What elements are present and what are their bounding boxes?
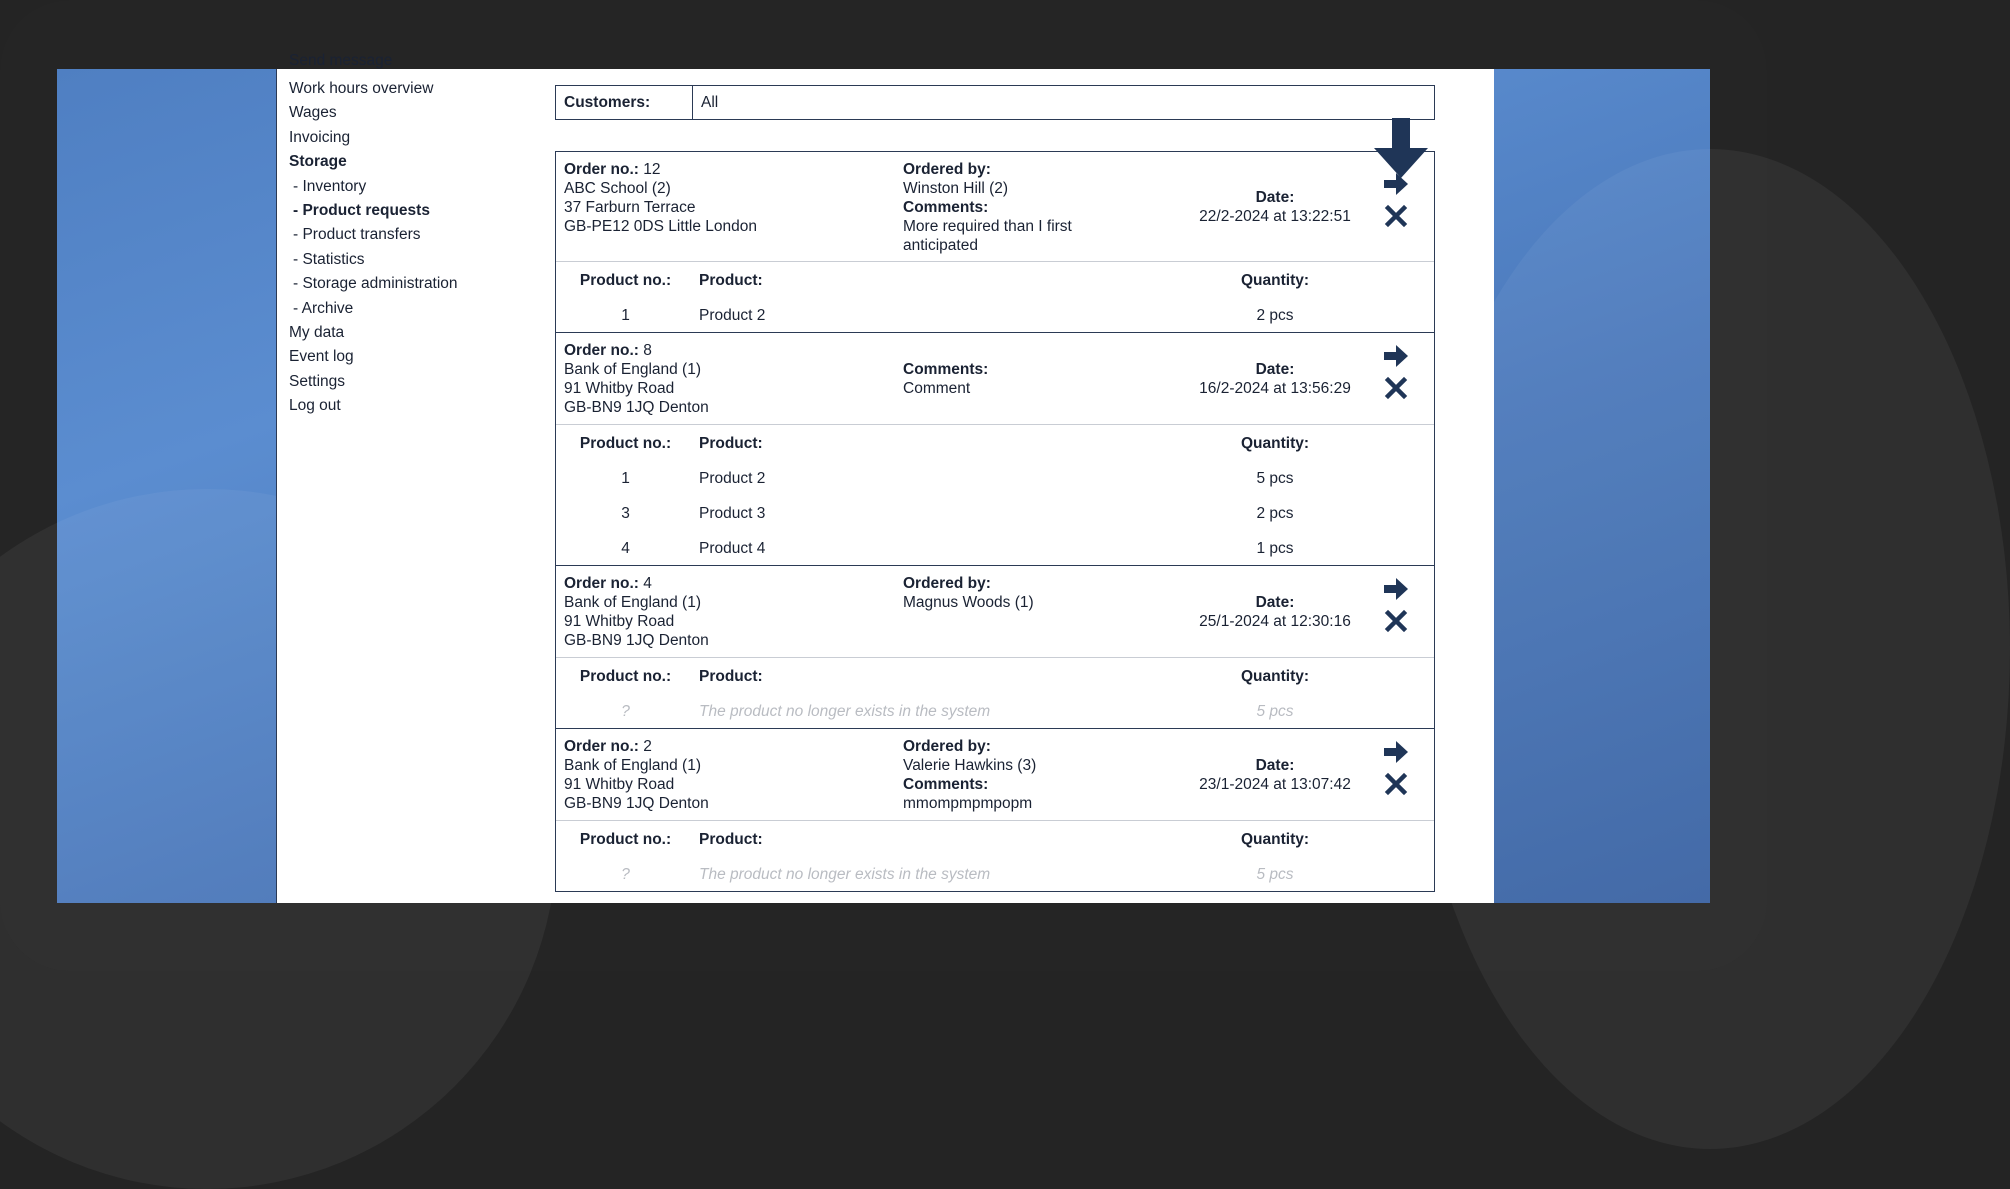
sidebar-item[interactable]: - Storage administration	[293, 275, 458, 293]
order-no-label: Order no.:	[564, 575, 639, 592]
order-no-label: Order no.:	[564, 342, 639, 359]
customer-city: GB-BN9 1JQ Denton	[564, 632, 709, 649]
quantity-header: Quantity:	[1240, 668, 1310, 685]
product-name: Product 2	[699, 307, 766, 324]
order-items	[556, 658, 1434, 728]
order-details	[903, 574, 1113, 612]
order-no-value: 2	[643, 738, 652, 755]
product-no-header: Product no.:	[579, 668, 672, 685]
order-customer	[564, 341, 709, 417]
table-row	[556, 693, 1434, 728]
table-row	[556, 495, 1434, 530]
customer-name: ABC School (2)	[564, 180, 671, 197]
product-no-header: Product no.:	[579, 272, 672, 289]
sidebar-nav	[289, 52, 458, 419]
sidebar-item[interactable]: - Inventory	[293, 177, 367, 195]
order-no-label: Order no.:	[564, 161, 639, 178]
sidebar-item[interactable]: - Product requests	[293, 202, 430, 220]
sidebar-item[interactable]: My data	[289, 324, 345, 342]
date-label: Date:	[1255, 189, 1295, 206]
customer-filter[interactable]	[555, 85, 1435, 120]
items-header	[556, 262, 1434, 297]
customer-city: GB-BN9 1JQ Denton	[564, 399, 709, 416]
sidebar-item[interactable]: Invoicing	[289, 128, 351, 146]
sidebar-item[interactable]: Wages	[289, 104, 337, 122]
product-name: Product 3	[699, 505, 766, 522]
product-name: Product 2	[699, 470, 766, 487]
order-no-value: 4	[643, 575, 652, 592]
sidebar-item[interactable]: - Product transfers	[293, 226, 421, 244]
order-customer	[564, 737, 709, 813]
product-quantity: 5 pcs	[1256, 470, 1294, 487]
order-date	[1190, 756, 1360, 794]
order-date	[1190, 593, 1360, 631]
order-card	[556, 152, 1434, 333]
comments-label: Comments:	[903, 199, 989, 216]
order-header	[556, 333, 1434, 425]
product-no-header: Product no.:	[579, 435, 672, 452]
orders-list	[555, 151, 1435, 892]
sidebar	[276, 52, 500, 903]
customer-street: 37 Farburn Terrace	[564, 199, 696, 216]
sidebar-item[interactable]: Send message	[289, 52, 393, 69]
items-header	[556, 821, 1434, 856]
order-items	[556, 425, 1434, 565]
sidebar-item[interactable]: Event log	[289, 348, 354, 366]
order-card	[556, 566, 1434, 729]
ordered-by-value: Magnus Woods (1)	[903, 594, 1034, 611]
ordered-by-label: Ordered by:	[903, 575, 991, 592]
product-name: The product no longer exists in the system	[699, 866, 991, 883]
product-name: The product no longer exists in the system	[699, 703, 991, 720]
customer-street: 91 Whitby Road	[564, 380, 675, 397]
order-actions	[1382, 343, 1410, 407]
product-header: Product:	[699, 668, 763, 685]
product-no: ?	[621, 866, 630, 883]
order-items	[556, 262, 1434, 332]
sidebar-item[interactable]: - Statistics	[293, 250, 365, 268]
wallpaper-swoosh	[1410, 149, 2010, 1149]
customer-street: 91 Whitby Road	[564, 776, 675, 793]
product-header: Product:	[699, 435, 763, 452]
order-no-value: 8	[643, 342, 652, 359]
close-icon[interactable]	[1382, 375, 1410, 401]
date-value: 16/2-2024 at 13:56:29	[1199, 380, 1351, 397]
sidebar-item[interactable]: Log out	[289, 397, 341, 415]
table-row	[556, 530, 1434, 565]
order-no-value: 12	[643, 161, 661, 178]
product-quantity: 2 pcs	[1256, 307, 1294, 324]
ordered-by-label: Ordered by:	[903, 738, 991, 755]
close-icon[interactable]	[1382, 771, 1410, 797]
product-no: ?	[621, 703, 630, 720]
date-value: 22/2-2024 at 13:22:51	[1199, 208, 1351, 225]
table-row	[556, 856, 1434, 891]
order-details	[903, 160, 1113, 255]
table-row	[556, 297, 1434, 332]
customer-filter-label: Customers:	[556, 86, 693, 119]
close-icon[interactable]	[1382, 203, 1410, 229]
date-label: Date:	[1255, 594, 1295, 611]
sidebar-item[interactable]: Work hours overview	[289, 80, 434, 97]
items-header	[556, 658, 1434, 693]
customer-filter-value[interactable]: All	[701, 94, 719, 111]
order-details	[903, 737, 1113, 813]
order-header	[556, 729, 1434, 821]
product-header: Product:	[699, 272, 763, 289]
order-card	[556, 333, 1434, 566]
order-actions	[1382, 576, 1410, 640]
product-no: 3	[621, 505, 630, 522]
product-no: 1	[621, 307, 630, 324]
quantity-header: Quantity:	[1240, 272, 1310, 289]
customer-city: GB-PE12 0DS Little London	[564, 218, 758, 235]
sidebar-item[interactable]: Settings	[289, 372, 346, 390]
date-value: 23/1-2024 at 13:07:42	[1199, 776, 1351, 793]
order-header	[556, 566, 1434, 658]
order-date	[1190, 360, 1360, 398]
date-value: 25/1-2024 at 12:30:16	[1199, 613, 1351, 630]
arrow-down-icon	[1374, 118, 1428, 178]
product-no-header: Product no.:	[579, 831, 672, 848]
customer-street: 91 Whitby Road	[564, 613, 675, 630]
main-content	[499, 69, 1494, 903]
ordered-by-value: Winston Hill (2)	[903, 180, 1009, 197]
order-actions	[1382, 171, 1410, 235]
desktop	[57, 52, 1710, 903]
product-quantity: 5 pcs	[1256, 866, 1294, 883]
order-header	[556, 152, 1434, 262]
close-icon[interactable]	[1382, 608, 1410, 634]
ordered-by-label: Ordered by:	[903, 161, 991, 178]
items-header	[556, 425, 1434, 460]
comments-label: Comments:	[903, 361, 989, 378]
order-items	[556, 821, 1434, 891]
order-date	[1190, 188, 1360, 226]
product-quantity: 1 pcs	[1256, 540, 1294, 557]
quantity-header: Quantity:	[1240, 831, 1310, 848]
comments-value: mmompmpmpopm	[903, 795, 1033, 812]
quantity-header: Quantity:	[1240, 435, 1310, 452]
product-name: Product 4	[699, 540, 766, 557]
customer-city: GB-BN9 1JQ Denton	[564, 795, 709, 812]
comments-label: Comments:	[903, 776, 989, 793]
order-card	[556, 729, 1434, 892]
order-customer	[564, 160, 757, 236]
order-customer	[564, 574, 709, 650]
arrow-right-icon[interactable]	[1382, 739, 1410, 765]
arrow-right-icon[interactable]	[1382, 576, 1410, 602]
order-no-label: Order no.:	[564, 738, 639, 755]
order-actions	[1382, 739, 1410, 803]
product-quantity: 5 pcs	[1256, 703, 1294, 720]
product-quantity: 2 pcs	[1256, 505, 1294, 522]
product-no: 1	[621, 470, 630, 487]
date-label: Date:	[1255, 361, 1295, 378]
comments-value: More required than I first anticipated	[903, 218, 1072, 254]
date-label: Date:	[1255, 757, 1295, 774]
customer-name: Bank of England (1)	[564, 594, 702, 611]
table-row	[556, 460, 1434, 495]
ordered-by-value: Valerie Hawkins (3)	[903, 757, 1037, 774]
customer-name: Bank of England (1)	[564, 361, 702, 378]
arrow-right-icon[interactable]	[1382, 343, 1410, 369]
sidebar-item[interactable]: - Archive	[293, 299, 354, 317]
product-header: Product:	[699, 831, 763, 848]
customer-name: Bank of England (1)	[564, 757, 702, 774]
order-details	[903, 360, 1113, 398]
comments-value: Comment	[903, 380, 971, 397]
product-no: 4	[621, 540, 630, 557]
sidebar-item[interactable]: Storage	[289, 153, 347, 171]
